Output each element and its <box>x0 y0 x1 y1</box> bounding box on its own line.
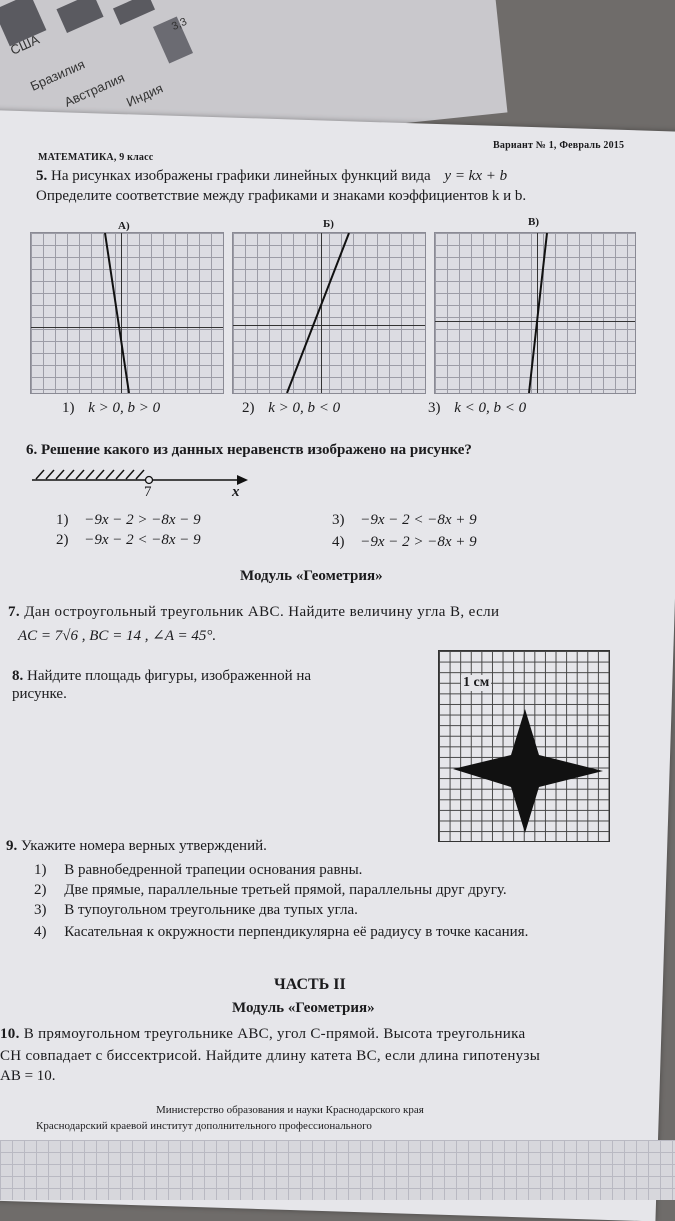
bg-label-brazil: Бразилия <box>28 56 88 94</box>
q6-option-1 <box>56 512 201 529</box>
q5-option-3-text: k < 0, b < 0 <box>454 400 527 416</box>
part2-module-title: Модуль «Геометрия» <box>232 1000 375 1016</box>
q6-point-label: 7 <box>144 484 152 500</box>
q10-number: 10. <box>0 1026 20 1042</box>
q10-line1 <box>0 1026 525 1043</box>
q7-number: 7. <box>8 604 21 620</box>
q9-text: Укажите номера верных утверждений. <box>21 838 267 854</box>
graph-c <box>434 232 636 394</box>
q5-text-line1: На рисунках изображены графики линейных функций вида <box>51 168 431 184</box>
q5-line1 <box>36 168 507 185</box>
q8-star-figure <box>439 651 609 841</box>
q10-text-line1: В прямоугольном треугольнике ABC, угол C-прямой. Высота треугольника <box>23 1026 526 1042</box>
q6-option-2-num: 2) <box>56 532 69 548</box>
footer-line1: Министерство образования и науки Краснодарского края <box>156 1104 424 1116</box>
q6-option-3-num: 3) <box>332 512 345 528</box>
q6-option-4 <box>332 534 477 551</box>
q6-text: Решение какого из данных неравенств изображено на рисунке? <box>41 442 472 458</box>
q10-text-line2: CH совпадает с биссектрисой. Найдите длину катета BC, если длина гипотенузы <box>0 1048 541 1064</box>
q5-option-2 <box>242 400 340 417</box>
q9-option-2-num: 2) <box>34 882 47 898</box>
bg-label-india: Индия <box>124 80 166 110</box>
q6-option-2-text: −9x − 2 < −8x − 9 <box>84 532 201 548</box>
q9-option-1 <box>34 862 362 879</box>
q5-text-line2: Определите соответствие между графиками и знаками коэффициентов k и b. <box>36 188 527 204</box>
q9-option-4 <box>34 924 528 941</box>
q9-option-4-text: Касательная к окружности перпендикулярна её радиусу в точке касания. <box>64 924 529 940</box>
q7-text-line2: AC = 7√6 , BC = 14 , ∠A = 45°. <box>18 628 217 644</box>
graph-label-a: А) <box>118 220 130 232</box>
q9-number: 9. <box>6 838 18 854</box>
bg-label-usa: США <box>8 31 42 58</box>
q8-grid-label: 1 см <box>463 675 490 690</box>
q9-option-2-text: Две прямые, параллельные третьей прямой, параллельны друг другу. <box>64 882 507 898</box>
q8-text-line1: Найдите площадь фигуры, изображенной на <box>27 668 312 684</box>
q6-number: 6. <box>26 442 38 458</box>
q7-text-line1: Дан остроугольный треугольник ABC. Найдите величину угла B, если <box>24 604 500 620</box>
q6-axis-label: x <box>232 484 240 500</box>
q9-option-2 <box>34 882 507 899</box>
q9-option-1-num: 1) <box>34 862 47 878</box>
footer-line2: Краснодарский краевой институт дополнительного профессионального <box>36 1120 372 1132</box>
q6-option-2 <box>56 532 201 549</box>
q9-option-3 <box>34 902 358 919</box>
bottom-grid-sheet <box>0 1140 675 1200</box>
graph-c-line <box>435 233 635 393</box>
q5-option-2-num: 2) <box>242 400 255 416</box>
variant-header: Вариант № 1, Февраль 2015 <box>493 140 625 151</box>
q6-line <box>26 442 472 459</box>
q9-option-4-num: 4) <box>34 924 47 940</box>
q5-option-1-text: k > 0, b > 0 <box>88 400 161 416</box>
q6-option-1-text: −9x − 2 > −8x − 9 <box>84 512 201 528</box>
q6-option-3-text: −9x − 2 < −8x + 9 <box>360 512 477 528</box>
q9-option-3-text: В тупоугольном треугольнике два тупых угла. <box>64 902 358 918</box>
q5-option-1-num: 1) <box>62 400 75 416</box>
subject-header: МАТЕМАТИКА, 9 класс <box>38 152 154 163</box>
part2-title: ЧАСТЬ II <box>274 976 346 993</box>
q8-line1 <box>12 668 311 685</box>
q6-option-3 <box>332 512 477 529</box>
q5-option-3 <box>428 400 526 417</box>
q9-option-3-num: 3) <box>34 902 47 918</box>
q6-option-4-num: 4) <box>332 534 345 550</box>
graph-a-line <box>31 233 223 393</box>
q8-text-line2: рисунке. <box>12 686 67 702</box>
q9-option-1-text: В равнобедренной трапеции основания равны. <box>64 862 363 878</box>
q10-text-line3: AB = 10. <box>0 1068 56 1084</box>
q6-option-1-num: 1) <box>56 512 69 528</box>
module-geometry-title: Модуль «Геометрия» <box>240 568 383 584</box>
q5-option-2-text: k > 0, b < 0 <box>268 400 341 416</box>
q6-option-4-text: −9x − 2 > −8x + 9 <box>360 534 477 550</box>
graph-b-line <box>233 233 425 393</box>
graph-b <box>232 232 426 394</box>
bg-value-label: 3,3 <box>170 15 189 33</box>
q5-formula: y = kx + b <box>444 168 508 184</box>
q7-line1 <box>8 604 499 621</box>
q5-number: 5. <box>36 168 48 184</box>
bg-label-australia: Австралия <box>62 69 127 110</box>
graph-label-c: В) <box>528 216 539 228</box>
graph-label-b: Б) <box>323 218 334 230</box>
graph-a <box>30 232 224 394</box>
q8-grid <box>438 650 610 842</box>
q8-number: 8. <box>12 668 24 684</box>
q5-option-1 <box>62 400 160 417</box>
q5-option-3-num: 3) <box>428 400 441 416</box>
q9-line <box>6 838 267 855</box>
